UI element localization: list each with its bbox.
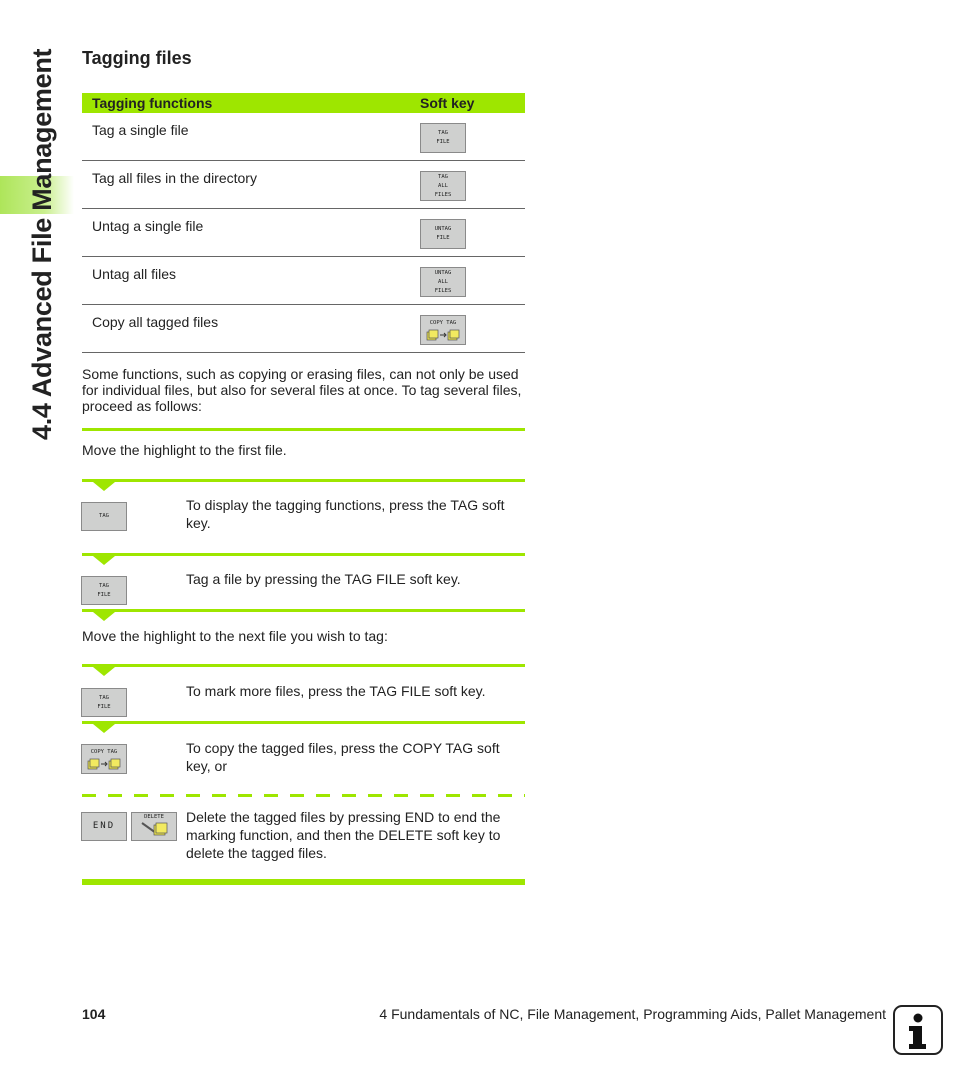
copy-files-icon — [87, 758, 121, 770]
row-label: Tag a single file — [92, 122, 189, 138]
row-label: Untag a single file — [92, 218, 204, 234]
step-delete-tagged: Delete the tagged files by pressing END to end the marking function, and then the DELETE soft key to delete the tagged files. — [186, 809, 501, 861]
header-soft-key: Soft key — [420, 95, 475, 111]
step-tag-file: Tag a file by pressing the TAG FILE soft key. — [186, 571, 461, 587]
tag-file-softkey[interactable]: TAG FILE — [81, 688, 127, 717]
step-move-next: Move the highlight to the next file you wish to tag: — [82, 628, 388, 644]
tag-softkey[interactable]: TAG — [81, 502, 127, 531]
step-divider — [82, 664, 525, 667]
row-label: Tag all files in the directory — [92, 170, 257, 186]
step-display-tag: To display the tagging functions, press the TAG soft key. — [186, 497, 505, 531]
tagging-functions-table — [82, 93, 525, 353]
step-copy-tagged: To copy the tagged files, press the COPY TAG soft key, or — [186, 740, 500, 774]
step-move-first: Move the highlight to the first file. — [82, 442, 287, 458]
delete-softkey[interactable]: DELETE — [131, 812, 177, 841]
copy-files-icon — [426, 329, 460, 341]
step-divider — [82, 479, 525, 482]
row-label: Copy all tagged files — [92, 314, 219, 330]
step-divider — [82, 721, 525, 724]
arrow-down-icon — [93, 612, 115, 621]
section-end-bar — [82, 879, 525, 885]
table-row — [82, 257, 525, 305]
step-divider — [82, 553, 525, 556]
copy-tag-softkey[interactable]: COPY TAG — [420, 315, 466, 345]
arrow-down-icon — [93, 482, 115, 491]
intro-paragraph: Some functions, such as copying or erasing files, can not only be used for individual files, but also for several files at once. To tag several files, proceed as follows: — [82, 366, 522, 414]
table-row — [82, 209, 525, 257]
untag-file-softkey[interactable]: UNTAG FILE — [420, 219, 466, 249]
arrow-down-icon — [93, 724, 115, 733]
step-divider — [82, 609, 525, 612]
table-row — [82, 305, 525, 353]
table-header — [82, 93, 525, 113]
untag-all-files-softkey[interactable]: UNTAG ALL FILES — [420, 267, 466, 297]
table-row — [82, 113, 525, 161]
footer-chapter-title: 4 Fundamentals of NC, File Management, Programming Aids, Pallet Management — [379, 1006, 886, 1022]
tag-file-softkey[interactable]: TAG FILE — [420, 123, 466, 153]
page-number: 104 — [82, 1006, 106, 1022]
arrow-down-icon — [93, 667, 115, 676]
arrow-down-icon — [93, 556, 115, 565]
end-key[interactable]: END — [81, 812, 127, 841]
row-label: Untag all files — [92, 266, 177, 282]
delete-files-icon — [139, 822, 169, 840]
tag-file-softkey[interactable]: TAG FILE — [81, 576, 127, 605]
chapter-side-label: 4.4 Advanced File Management — [27, 48, 57, 440]
info-icon — [893, 1005, 943, 1055]
copy-tag-softkey[interactable]: COPY TAG — [81, 744, 127, 774]
header-tagging-functions: Tagging functions — [92, 95, 213, 111]
tag-all-files-softkey[interactable]: TAG ALL FILES — [420, 171, 466, 201]
section-title: Tagging files — [82, 48, 192, 68]
step-divider — [82, 428, 525, 431]
table-row — [82, 161, 525, 209]
step-mark-more: To mark more files, press the TAG FILE soft key. — [186, 683, 486, 699]
alternative-divider — [82, 794, 525, 797]
